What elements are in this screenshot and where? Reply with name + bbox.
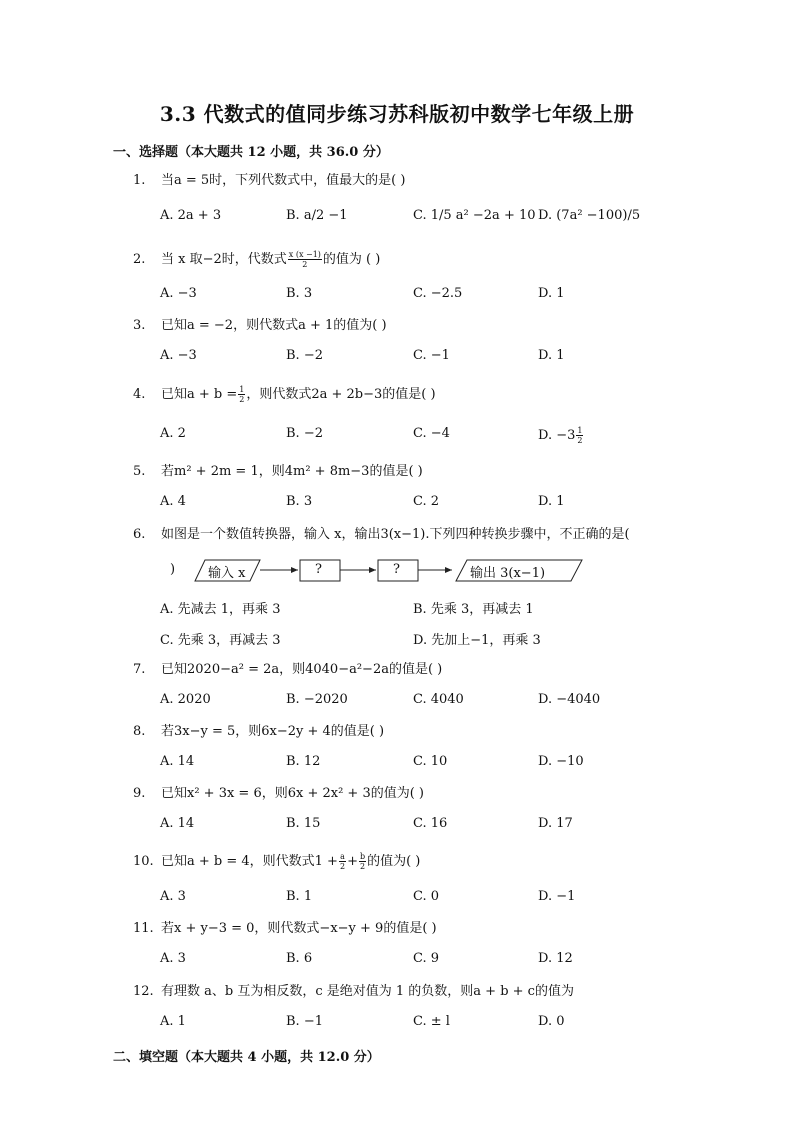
question-3-options [160, 348, 660, 368]
question-stem-part: 已知a + b = 4，则代数式1 + [161, 854, 338, 869]
question-4 [133, 385, 693, 404]
question-10-options [160, 889, 660, 909]
fraction-denominator: 2 [339, 862, 346, 871]
option-d: D. −4040 [538, 692, 601, 707]
flow-step-1: ? [315, 562, 322, 577]
flow-step-2: ? [393, 562, 400, 577]
question-3 [133, 317, 693, 335]
fraction [288, 250, 322, 269]
option-c: C. ± l [413, 1014, 450, 1029]
question-number: 3. [133, 318, 146, 333]
option-b: B. 6 [286, 951, 313, 966]
question-number: 9. [133, 786, 146, 801]
option-b: B. 15 [286, 816, 321, 831]
option-c: C. −1 [413, 348, 450, 363]
fraction-numerator: b [359, 852, 366, 861]
option-c: C. 10 [413, 754, 448, 769]
fraction [339, 852, 346, 871]
option-c: C. −4 [413, 426, 450, 441]
option-d: D. 1 [538, 494, 565, 509]
question-number: 10. [133, 854, 154, 869]
question-stem-part: + [347, 854, 358, 869]
question-10 [133, 852, 693, 871]
question-6 [133, 526, 693, 544]
question-5 [133, 463, 693, 481]
option-a: A. 14 [160, 754, 195, 769]
question-number: 5. [133, 464, 146, 479]
question-stem: 若x + y−3 = 0，则代数式−x−y + 9的值是( ) [161, 921, 437, 936]
arrow-head [291, 567, 298, 573]
question-12-options [160, 1014, 660, 1034]
question-stem: 已知2020−a² = 2a，则4040−a²−2a的值是( ) [161, 662, 443, 677]
option-d: D. 17 [538, 816, 573, 831]
option-a: A. 1 [160, 1014, 186, 1029]
fraction [359, 852, 366, 871]
question-number: 4. [133, 387, 146, 402]
question-11 [133, 920, 693, 938]
arrow-head [445, 567, 452, 573]
fraction-denominator: 2 [239, 395, 245, 404]
page-title: 3.3 代数式的值同步练习苏科版初中数学七年级上册 [159, 102, 635, 126]
question-number: 11. [133, 921, 154, 936]
question-7 [133, 661, 693, 679]
option-b: B. −2020 [286, 692, 348, 707]
option-c: C. 0 [413, 889, 440, 904]
option-c: C. 1/5 a² −2a + 10 [413, 208, 536, 223]
question-8 [133, 723, 693, 741]
option-a: A. −3 [160, 348, 197, 363]
question-number: 6. [133, 527, 146, 542]
fraction-numerator: a [340, 852, 345, 861]
fraction-denominator: 2 [302, 260, 308, 269]
question-stem: 已知x² + 3x = 6，则6x + 2x² + 3的值为( ) [161, 786, 425, 801]
question-12 [133, 983, 693, 1001]
arrow-head [369, 567, 376, 573]
option-a: A. 2 [160, 426, 186, 441]
question-stem-part: 的值为 ( ) [322, 252, 381, 267]
option-d: D. 12 [538, 951, 573, 966]
option-c: C. 2 [413, 494, 440, 509]
option-a: A. 2a + 3 [160, 208, 222, 223]
option-d: D. 0 [538, 1014, 565, 1029]
fraction-denominator: 2 [359, 862, 366, 871]
fraction-denominator: 2 [577, 436, 583, 445]
question-2-options [160, 286, 660, 306]
question-stem-part: 的值为( ) [367, 854, 421, 869]
option-b: B. 3 [286, 494, 313, 509]
option-b: B. −2 [286, 426, 323, 441]
section-heading-choice: 一、选择题（本大题共 12 小题，共 36.0 分） [113, 145, 389, 160]
question-6-options-row1 [160, 598, 660, 618]
question-number: 1. [133, 173, 146, 188]
option-d: D. 1 [538, 348, 565, 363]
question-1-options [160, 208, 660, 228]
fraction [238, 385, 245, 404]
question-stem: 当a = 5时，下列代数式中，值最大的是( ) [161, 173, 406, 188]
option-a: A. 2020 [160, 692, 211, 707]
option-a: A. 先减去 1，再乘 3 [160, 602, 281, 617]
question-2 [133, 250, 693, 269]
option-a: A. 4 [160, 494, 186, 509]
question-6-options-row2 [160, 629, 660, 649]
question-number: 7. [133, 662, 146, 677]
option-d: D. 1 [538, 286, 565, 301]
option-b: B. a/2 −1 [286, 208, 348, 223]
option-a: A. −3 [160, 286, 197, 301]
question-stem: 若m² + 2m = 1，则4m² + 8m−3的值是( ) [161, 464, 423, 479]
question-number: 8. [133, 724, 146, 739]
question-stem: 如图是一个数值转换器，输入 x，输出3(x−1).下列四种转换步骤中，不正确的是( [161, 527, 630, 542]
section-heading-fill-in: 二、填空题（本大题共 4 小题，共 12.0 分） [113, 1050, 380, 1065]
question-stem: 已知a = −2，则代数式a + 1的值为( ) [161, 318, 387, 333]
question-7-options [160, 692, 660, 712]
question-1 [133, 172, 693, 190]
question-8-options [160, 754, 660, 774]
fraction [576, 426, 583, 445]
question-stem-part: ，则代数式2a + 2b−3的值是( ) [246, 387, 436, 402]
question-number: 2. [133, 252, 146, 267]
question-stem: 若3x−y = 5，则6x−2y + 4的值是( ) [161, 724, 385, 739]
option-d: D. −10 [538, 754, 584, 769]
option-c: C. 4040 [413, 692, 464, 707]
fraction-numerator: 1 [577, 426, 583, 435]
stem-tail: ) [170, 562, 176, 577]
converter-flowchart [160, 557, 590, 585]
flow-input-label: 输入 x [208, 566, 246, 581]
question-9 [133, 785, 693, 803]
option-b: B. −2 [286, 348, 323, 363]
option-d: D. (7a² −100)/5 [538, 208, 641, 223]
option-d: D. 先加上−1，再乘 3 [413, 633, 541, 648]
question-5-options [160, 494, 660, 514]
option-b: B. 3 [286, 286, 313, 301]
option-c: C. 9 [413, 951, 440, 966]
option-d: D. −1 [538, 889, 576, 904]
question-stem-part: 当 x 取−2时，代数式 [161, 252, 287, 267]
option-c: C. −2.5 [413, 286, 463, 301]
option-a: A. 3 [160, 889, 186, 904]
question-9-options [160, 816, 660, 836]
option-b: B. 1 [286, 889, 313, 904]
question-stem: 有理数 a、b 互为相反数，c 是绝对值为 1 的负数，则a + b + c的值为 [161, 984, 574, 999]
fraction-numerator: x (x −1) [288, 250, 321, 259]
option-a: A. 3 [160, 951, 186, 966]
option-b: B. 12 [286, 754, 321, 769]
option-a: A. 14 [160, 816, 195, 831]
question-stem-part: 已知a + b = [161, 387, 238, 402]
question-number: 12. [133, 984, 154, 999]
option-c: C. 16 [413, 816, 448, 831]
option-d [538, 426, 584, 445]
option-d-text: D. −3 [538, 428, 576, 443]
question-11-options [160, 951, 660, 971]
option-b: B. 先乘 3，再减去 1 [413, 602, 534, 617]
flow-output-label: 输出 3(x−1) [470, 566, 546, 581]
option-b: B. −1 [286, 1014, 323, 1029]
question-4-options [160, 426, 660, 446]
option-c: C. 先乘 3，再减去 3 [160, 633, 281, 648]
fraction-numerator: 1 [239, 385, 245, 394]
